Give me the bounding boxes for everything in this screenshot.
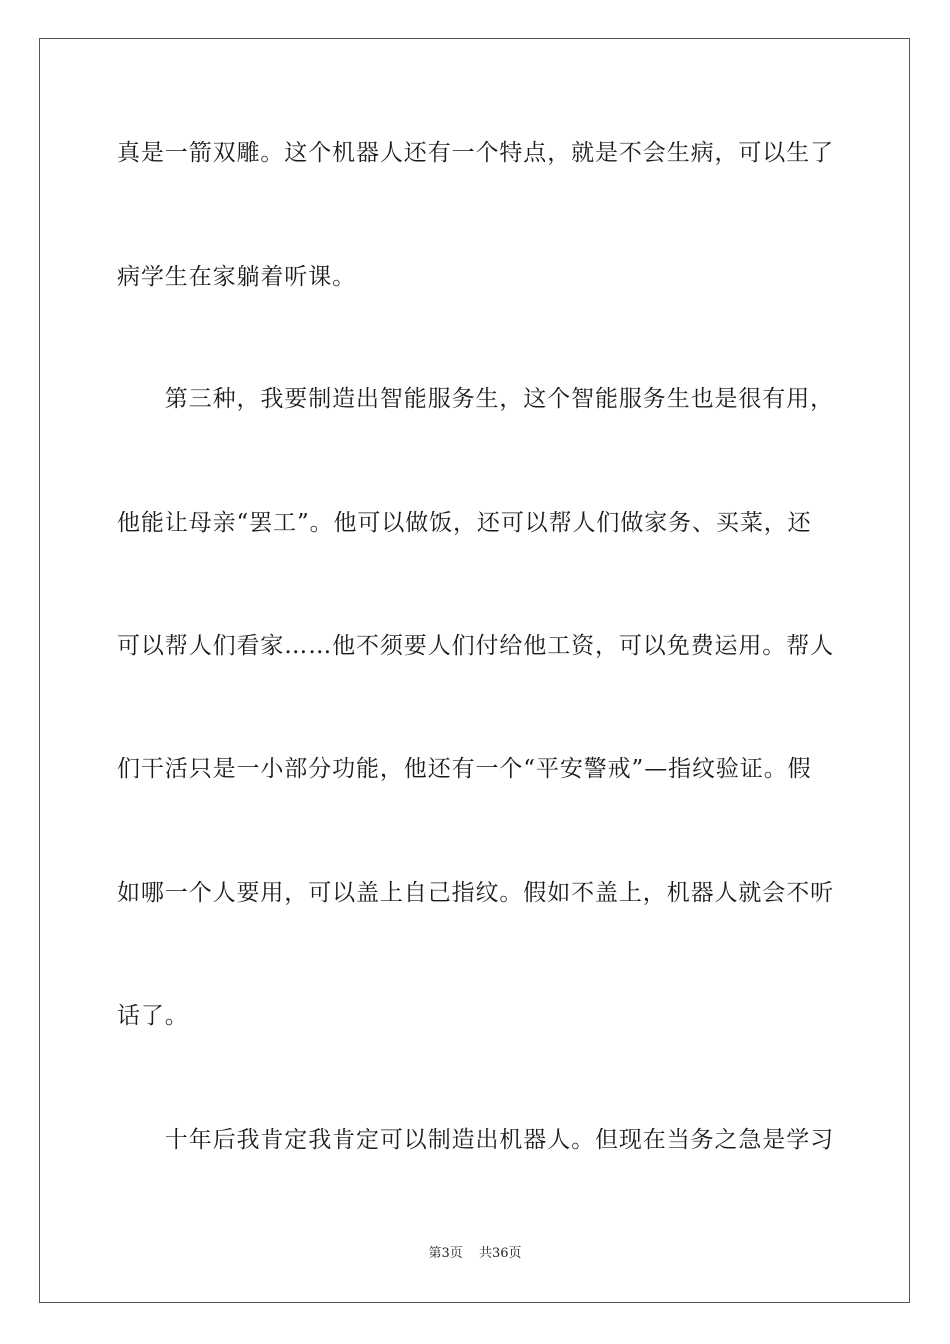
- paragraph-line: 真是一箭双雕。这个机器人还有一个特点，就是不会生病，可以生了: [117, 140, 834, 166]
- paragraph-line: 话了。: [117, 1003, 189, 1029]
- paragraph-line: 他能让母亲“罢工”。他可以做饭，还可以帮人们做家务、买菜，还: [117, 510, 812, 536]
- paragraph-line: 十年后我肯定我肯定可以制造出机器人。但现在当务之急是学习: [117, 1127, 834, 1153]
- page-number: 第3页: [428, 1246, 463, 1261]
- paragraph-line: 可以帮人们看家……他不须要人们付给他工资，可以免费运用。帮人: [117, 633, 834, 659]
- page-footer: [0, 1245, 950, 1263]
- paragraph-line: 们干活只是一小部分功能，他还有一个“平安警戒”—指纹验证。假: [117, 756, 812, 782]
- paragraph-line: 病学生在家躺着听课。: [117, 264, 356, 290]
- paragraph-line: 第三种，我要制造出智能服务生，这个智能服务生也是很有用，: [117, 386, 834, 412]
- paragraph-line: 如哪一个人要用，可以盖上自己指纹。假如不盖上，机器人就会不听: [117, 880, 834, 906]
- page-border: [39, 38, 910, 1303]
- page-total: 共36页: [478, 1246, 522, 1261]
